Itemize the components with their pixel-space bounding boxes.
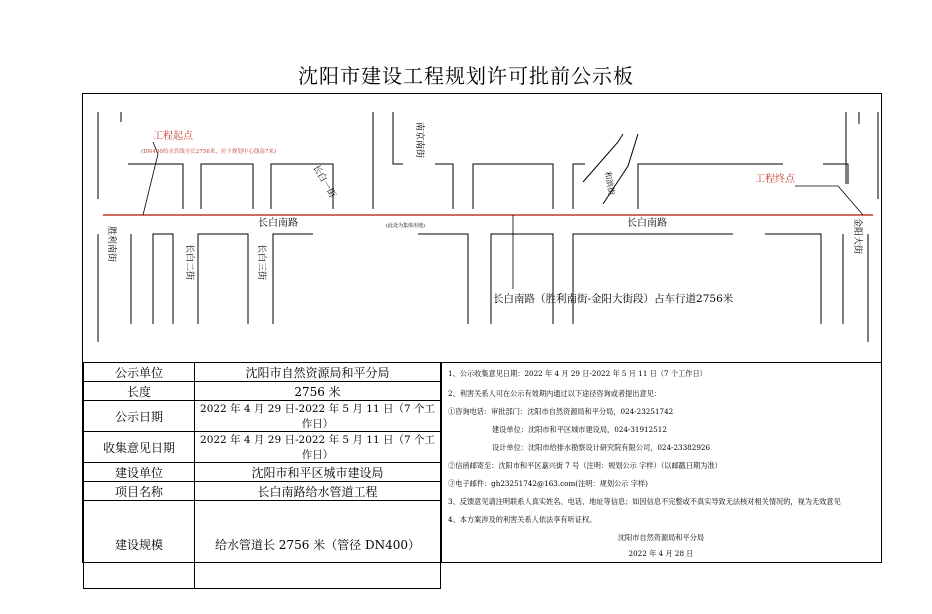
row-key: 建设规模: [84, 501, 195, 589]
callout-note: 长白南路（胜利南街-金阳大街段）占车行道2756米: [493, 293, 734, 305]
row-value: 给水管道长 2756 米（管径 DN400）: [195, 501, 441, 589]
note-line: ①咨询电话：审批部门：沈阳市自然资源局和平分局，024-23251742: [448, 407, 674, 416]
note-line: 2、利害关系人可在公示有效期内通过以下途径咨询或者提出意见：: [448, 389, 662, 398]
row-key: 公示日期: [84, 401, 195, 432]
table-row: [84, 463, 441, 482]
notice-notes: [441, 362, 881, 562]
table-row: [84, 401, 441, 432]
road-label-changbai-3: 长白三街: [256, 244, 266, 281]
table-row: [84, 482, 441, 501]
note-line: ③电子邮件：gh23251742@163.com(注明：规划公示 字样): [448, 479, 648, 488]
road-label-changbai-1: 长白一街: [310, 163, 338, 200]
row-key: 收集意见日期: [84, 432, 195, 463]
road-label-shengli: 胜利南街: [106, 226, 116, 263]
project-info-table: [83, 362, 441, 589]
road-label-changbai-east: 长白南路: [627, 218, 667, 229]
row-key: 长度: [84, 382, 195, 401]
road-label-changbai-west: 长白南路: [258, 218, 298, 229]
table-row: [84, 382, 441, 401]
row-value: 2022 年 4 月 29 日-2022 年 5 月 11 日（7 个工作日）: [195, 432, 441, 463]
start-note: (DN400给水管线全长2756米，位于规划中心线南7米): [141, 149, 277, 155]
table-row: [84, 363, 441, 382]
row-value: 长白南路给水管道工程: [195, 482, 441, 501]
page-title: 沈阳市建设工程规划许可批前公示板: [298, 64, 634, 88]
center-note: (此处为集体用地): [386, 223, 425, 229]
row-value: 2022 年 4 月 29 日-2022 年 5 月 11 日（7 个工作日）: [195, 401, 441, 432]
note-line: 建设单位：沈阳市和平区城市建设局，024-31912512: [492, 425, 667, 434]
table-row: [84, 432, 441, 463]
table-row: [84, 501, 441, 589]
note-line: 3、反馈意见请注明联系人真实姓名、电话、地址等信息；如因信息不完整或不真实导致无法核对相关情况的，视为无效意见: [448, 497, 841, 506]
note-line: 1、公示收集意见日期：2022 年 4 月 29 日-2022 年 5 月 11 日（7 个工作日）: [448, 369, 707, 378]
note-line: 4、本方案涉及的利害关系人依法享有听证权。: [448, 515, 597, 524]
row-value: 沈阳市和平区城市建设局: [195, 463, 441, 482]
road-label-hebin: 和滨街: [603, 170, 617, 196]
row-key: 建设单位: [84, 463, 195, 482]
end-label: 工程终点: [755, 174, 795, 185]
row-value: 2756 米: [195, 382, 441, 401]
row-value: 沈阳市自然资源局和平分局: [195, 363, 441, 382]
start-label: 工程起点: [153, 131, 193, 142]
road-label-nanjing: 南京南街: [414, 122, 424, 159]
signature-date: 2022 年 4 月 28 日: [628, 549, 694, 558]
road-label-jinyang: 金阳大街: [852, 218, 862, 255]
road-label-changbai-2: 长白二街: [184, 244, 194, 281]
note-line: ②信函邮寄至：沈阳市和平区嘉兴街 7 号（注明：规划公示 字样）（以邮戳日期为准）: [448, 461, 722, 470]
note-line: 设计单位：沈阳市给排水勘察设计研究院有限公司，024-23382926: [492, 443, 711, 452]
row-key: 公示单位: [84, 363, 195, 382]
signature-org: 沈阳市自然资源局和平分局: [617, 533, 705, 542]
site-map: [83, 94, 881, 362]
row-key: 项目名称: [84, 482, 195, 501]
